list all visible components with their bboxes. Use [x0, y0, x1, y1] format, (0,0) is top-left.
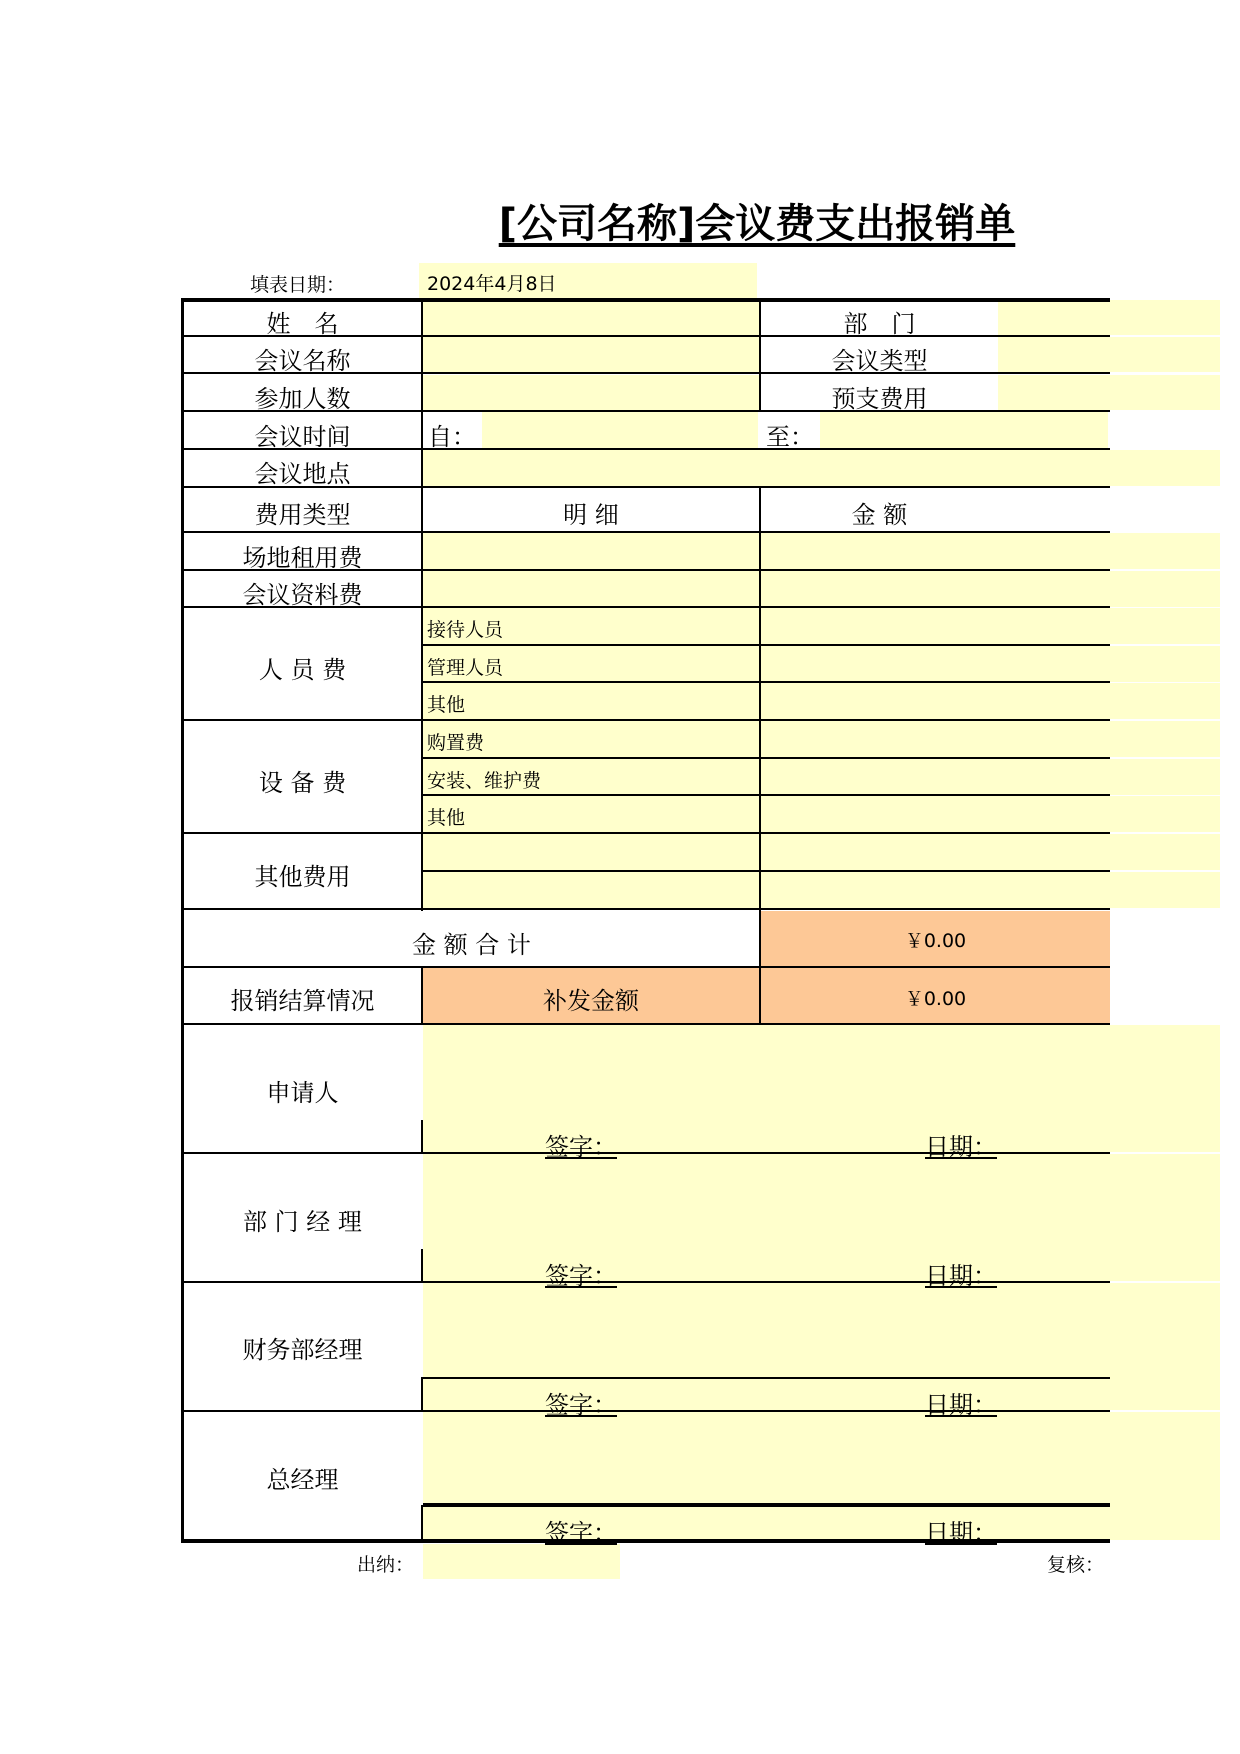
supplement-amount-cell	[761, 968, 1110, 1024]
venue-label: 场地租用费	[242, 544, 363, 572]
name-label: 姓 名	[266, 310, 339, 338]
other-cost-label: 其他费用	[254, 863, 351, 891]
other-amount-1[interactable]	[761, 834, 1220, 870]
applicant-label: 申请人	[266, 1079, 339, 1107]
staff-item-2[interactable]	[423, 646, 759, 682]
col-line	[421, 1120, 423, 1154]
cashier-label: 出纳：	[357, 1554, 415, 1576]
row-line	[181, 966, 1110, 968]
meeting-name-label: 会议名称	[254, 347, 351, 375]
equipment-amount-2[interactable]	[761, 759, 1220, 795]
supplement-label: 补发金额	[543, 987, 639, 1015]
staff-item-2-label: 管理人员	[427, 657, 504, 679]
time-to-label: 至：	[766, 423, 814, 451]
equipment-item-3[interactable]	[423, 796, 759, 832]
col-line	[421, 486, 423, 911]
total-amount-cell	[761, 911, 1110, 966]
other-detail-1[interactable]	[423, 834, 759, 870]
attendees-input[interactable]	[423, 375, 759, 410]
fill-date-value: 2024年4月8日	[427, 273, 557, 295]
cost-type-header: 费用类型	[254, 501, 351, 529]
finance-manager-label: 财务部经理	[242, 1336, 363, 1364]
applicant-sign-area[interactable]	[423, 1025, 1220, 1152]
equipment-item-3-label: 其他	[427, 807, 466, 829]
dept-manager-date-label: 日期：	[925, 1262, 997, 1290]
row-line	[423, 681, 1110, 683]
equipment-cost-label: 设 备 费	[258, 769, 347, 797]
supplement-amount-value: ￥0.00	[904, 988, 967, 1010]
general-manager-sign-label: 签字：	[545, 1519, 617, 1547]
materials-label: 会议资料费	[242, 581, 363, 609]
finance-manager-date-label: 日期：	[925, 1391, 997, 1419]
applicant-date-label: 日期：	[925, 1133, 997, 1161]
equipment-amount-1[interactable]	[761, 721, 1220, 757]
dept-label: 部 门	[843, 310, 916, 338]
staff-item-1[interactable]	[423, 608, 759, 644]
meeting-type-input[interactable]	[998, 337, 1220, 372]
cashier-input[interactable]	[423, 1544, 620, 1579]
fill-date-field[interactable]	[419, 263, 757, 299]
total-label: 金 额 合 计	[412, 931, 531, 959]
venue-amount-input[interactable]	[761, 533, 1220, 569]
row-line	[181, 908, 1110, 910]
staff-item-3[interactable]	[423, 683, 759, 719]
total-amount-value: ￥0.00	[904, 930, 967, 952]
row-line	[181, 531, 1110, 533]
staff-amount-3[interactable]	[761, 683, 1220, 719]
general-manager-label: 总经理	[266, 1466, 339, 1494]
table-top-border	[181, 298, 1110, 302]
row-line	[181, 832, 1110, 834]
equipment-amount-3[interactable]	[761, 796, 1220, 832]
equipment-item-1[interactable]	[423, 721, 759, 757]
equipment-item-2-label: 安装、维护费	[427, 770, 542, 792]
row-line	[181, 1023, 1110, 1025]
location-label: 会议地点	[254, 460, 351, 488]
equipment-item-2[interactable]	[423, 759, 759, 795]
advance-label: 预支费用	[831, 385, 928, 413]
materials-detail-input[interactable]	[423, 571, 759, 607]
col-line	[421, 966, 423, 1025]
dept-manager-sign-label: 签字：	[545, 1262, 617, 1290]
meeting-name-input[interactable]	[423, 337, 759, 372]
row-line	[181, 719, 1110, 721]
supplement-label-cell	[423, 968, 759, 1024]
applicant-sign-label: 签字：	[545, 1133, 617, 1161]
last-sign-line	[423, 1503, 1110, 1507]
col-line	[421, 1249, 423, 1283]
meeting-type-label: 会议类型	[831, 347, 928, 375]
col-line	[759, 486, 761, 1025]
dept-manager-sign-area[interactable]	[423, 1154, 1220, 1281]
col-line	[421, 1505, 423, 1541]
advance-input[interactable]	[998, 375, 1220, 410]
time-from-input[interactable]	[482, 412, 758, 448]
materials-amount-input[interactable]	[761, 571, 1220, 607]
amount-header: 金 额	[851, 501, 908, 529]
col-line	[421, 1377, 423, 1411]
general-manager-sign-area[interactable]	[423, 1412, 1220, 1540]
row-line	[423, 644, 1110, 646]
staff-cost-label: 人 员 费	[258, 656, 347, 684]
attendees-label: 参加人数	[254, 385, 351, 413]
row-line	[423, 1377, 1110, 1379]
equipment-item-1-label: 购置费	[427, 732, 485, 754]
reviewer-label: 复核：	[1047, 1554, 1105, 1576]
staff-item-3-label: 其他	[427, 694, 466, 716]
settlement-label: 报销结算情况	[230, 987, 375, 1015]
other-detail-2[interactable]	[423, 872, 759, 908]
staff-amount-1[interactable]	[761, 608, 1220, 644]
staff-amount-2[interactable]	[761, 646, 1220, 682]
col-line	[421, 298, 423, 487]
row-line	[423, 757, 1110, 759]
time-to-input[interactable]	[820, 412, 1108, 448]
row-line	[423, 794, 1110, 796]
dept-input[interactable]	[998, 300, 1220, 335]
dept-manager-label: 部 门 经 理	[243, 1208, 362, 1236]
fill-date-label: 填表日期：	[250, 274, 346, 296]
time-from-label: 自：	[428, 423, 476, 451]
meeting-time-label: 会议时间	[254, 423, 351, 451]
row-line	[423, 870, 1110, 872]
location-input[interactable]	[423, 450, 1220, 486]
name-input[interactable]	[423, 300, 759, 335]
venue-detail-input[interactable]	[423, 533, 759, 569]
general-manager-date-label: 日期：	[925, 1519, 997, 1547]
form-title: [公司名称]会议费支出报销单	[498, 201, 1016, 247]
finance-manager-sign-label: 签字：	[545, 1391, 617, 1419]
finance-manager-sign-area[interactable]	[423, 1283, 1220, 1410]
other-amount-2[interactable]	[761, 872, 1220, 908]
staff-item-1-label: 接待人员	[427, 619, 504, 641]
detail-header: 明 细	[563, 501, 619, 529]
